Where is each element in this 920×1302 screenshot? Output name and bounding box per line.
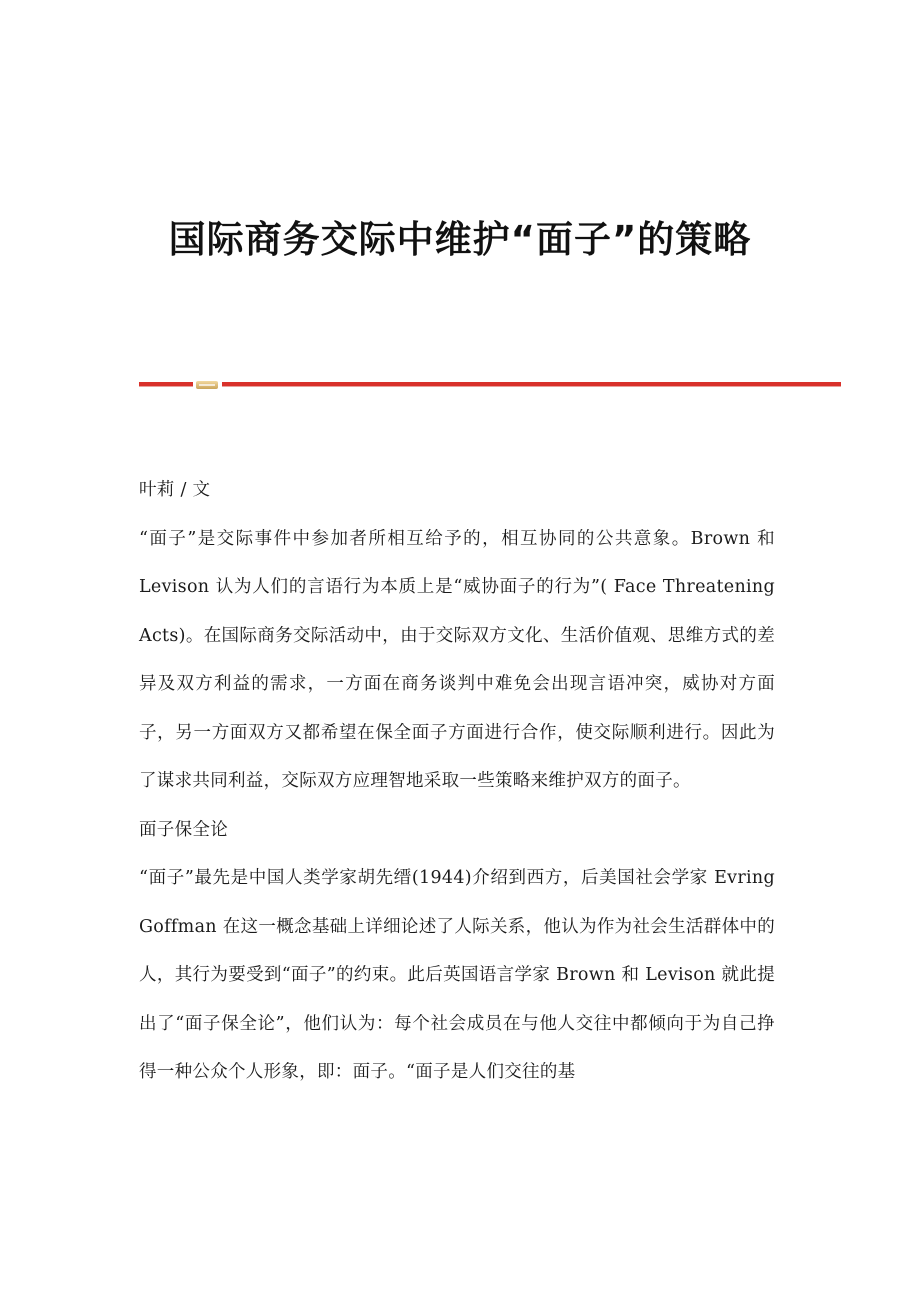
document-title: 国际商务交际中维护“面子”的策略 xyxy=(168,218,752,261)
divider-ornament-icon xyxy=(196,381,218,389)
document-body xyxy=(139,466,775,1097)
body-paragraph-theory: “面子”最先是中国人类学家胡先缙(1944)介绍到西方，后美国社会学家 Evring Goffman 在这一概念基础上详细论述了人际关系，他认为作为社会生活群体中的人，其行为要受到“面子”的约束。此后英国语言学家 Brown 和 Levison 就此提出了“面子保全论”，他们认为：每个社会成员在与他人交往中都倾向于为自己挣得一种公众个人形象，即：面子。“面子是人们交往的基 xyxy=(139,868,775,1082)
divider-right-bar xyxy=(222,382,841,386)
divider-left-bar xyxy=(139,382,193,386)
author-line: 叶莉 / 文 xyxy=(139,480,211,500)
section-heading: 面子保全论 xyxy=(139,819,228,840)
body-paragraph-intro: “面子”是交际事件中参加者所相互给予的，相互协同的公共意象。Brown 和 Levison 认为人们的言语行为本质上是“威协面子的行为”( Face Threatening Acts)。在国际商务交际活动中，由于交际双方文化、生活价值观、思维方式的差异及双方利益的需求，一方面在商务谈判中难免会出现言语冲突，威协对方面子，另一方面双方又都希望在保全面子方面进行合作，使交际顺利进行。因此为了谋求共同利益，交际双方应理智地采取一些策略来维护双方的面子。 xyxy=(139,528,775,791)
title-divider xyxy=(139,380,841,390)
